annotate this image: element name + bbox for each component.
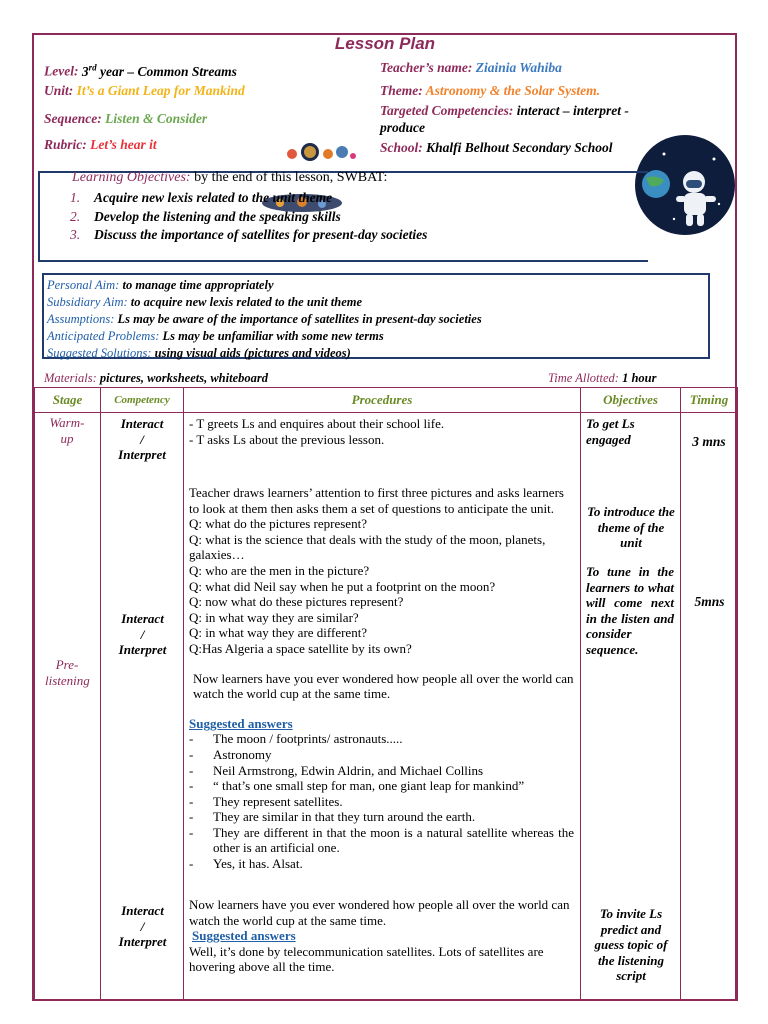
competencies-value-cont: produce — [380, 120, 425, 135]
question: Q: what do the pictures represent? — [189, 516, 367, 532]
answer-item: - “ that’s one small step for man, one giant leap for mankind” — [189, 778, 525, 794]
unit-line — [44, 82, 245, 99]
question: Q: in what way they are similar? — [189, 609, 359, 625]
wonder-prompt-2: Now learners have you ever wondered how people all over the world can watch the world cup at the same time. — [189, 897, 570, 928]
suggested-answer-2: Well, it’s done by telecommunication satellites. Lots of satellites are hovering above all the time. — [189, 943, 544, 975]
stage-prelistening: Pre-listening — [45, 657, 90, 688]
answer-item: - They are similar in that they turn around the earth. — [189, 809, 476, 825]
teacher-line — [380, 59, 562, 76]
level-value: 3rd year – Common Streams — [81, 62, 237, 79]
objectives-list — [70, 189, 427, 245]
timing-prelistening: 5mns — [694, 594, 725, 609]
school-value: Khalfi Belhout Secondary School — [426, 140, 613, 155]
theme-value: Astronomy & the Solar System. — [425, 83, 601, 98]
stage-cell — [35, 413, 101, 466]
question: Q: what did Neil say when he put a footprint on the moon? — [189, 578, 496, 594]
procedures-cell — [184, 413, 581, 466]
timing-cell — [681, 413, 738, 466]
procedures-prelistening-2 — [189, 897, 574, 975]
competencies-value: interact – interpret - — [516, 103, 629, 118]
sequence-line — [44, 110, 207, 127]
sequence-label: Sequence: — [44, 111, 102, 126]
anticipated-problems: Anticipated Problems: Ls may be unfamiliar with some new terms — [47, 329, 384, 343]
answer-item: - Neil Armstrong, Edwin Aldrin, and Michael Collins — [189, 762, 484, 778]
objective-item: 1. Acquire new lexis related to the unit theme — [70, 190, 333, 205]
answer-item: - The moon / footprints/ astronauts..... — [189, 731, 403, 747]
level-line — [44, 59, 237, 80]
subsidiary-aim: Subsidiary Aim: to acquire new lexis related to the unit theme — [47, 295, 363, 309]
answer-item: - Yes, it has. Alsat. — [189, 856, 303, 872]
answer-item: - Astronomy — [189, 746, 272, 762]
objective-item: 3. Discuss the importance of satellites for present-day societies — [70, 227, 428, 242]
page-title: Lesson Plan — [334, 34, 436, 53]
timing-cell — [681, 465, 738, 1001]
competencies-label: Targeted Competencies: — [380, 103, 514, 118]
procedures-cell — [184, 465, 581, 1001]
table-header-row — [35, 388, 738, 413]
objectives-cell — [581, 465, 681, 1001]
theme-label: Theme: — [380, 83, 423, 98]
rubric-value: Let’s hear it — [90, 137, 157, 152]
header-objectives: Objectives — [581, 388, 681, 413]
suggested-answers-heading-2: Suggested answers — [192, 928, 296, 944]
unit-value: It’s a Giant Leap for Mankind — [76, 83, 245, 98]
question: Q: now what do these pictures represent? — [189, 594, 404, 610]
competency-cell — [101, 465, 184, 1001]
procedure-intro: Teacher draws learners’ attention to first three pictures and asks learners to look at them then asks them a set of questions to anticipate the unit. — [189, 485, 564, 516]
unit-label: Unit: — [44, 83, 74, 98]
personal-aim: Personal Aim: to manage time appropriately — [47, 278, 274, 292]
suggested-answers-heading: Suggested answers — [189, 715, 293, 731]
timing-warmup: 3 mns — [692, 434, 726, 449]
table-row — [35, 413, 738, 466]
header-timing: Timing — [681, 388, 738, 413]
objective-item: 2. Develop the listening and the speaking skills — [70, 208, 341, 224]
wonder-prompt: Now learners have you ever wondered how people all over the world can watch the world cup at the same time. — [193, 670, 574, 702]
planets-image — [280, 140, 360, 166]
sequence-value: Listen & Consider — [105, 111, 208, 126]
time-allotted-line: Time Allotted: 1 hour — [548, 371, 657, 385]
objective-prelistening-2: To tune in the learners to what will come next in the listen and consider sequence. — [586, 564, 674, 657]
table-row — [35, 465, 738, 1001]
header-stage: Stage — [35, 388, 101, 413]
rubric-label: Rubric: — [44, 137, 87, 152]
suggested-solutions: Suggested Solutions: using visual aids (pictures and videos) — [47, 346, 351, 360]
astronaut-image — [634, 134, 736, 236]
rubric-line — [44, 136, 157, 153]
assumptions: Assumptions: Ls may be aware of the importance of satellites in present-day societies — [47, 312, 482, 326]
objectives-label: Learning Objectives: — [72, 170, 191, 185]
header-competency: Competency — [101, 388, 184, 413]
school-line — [380, 139, 613, 156]
question: Q: who are the men in the picture? — [189, 562, 370, 578]
competency-warmup: Interact / Interpret — [118, 416, 166, 462]
competencies-line — [380, 102, 629, 136]
stage-cell — [35, 465, 101, 1001]
objectives-heading — [72, 170, 387, 186]
school-label: School: — [380, 140, 423, 155]
teacher-value: Ziainia Wahiba — [475, 60, 562, 75]
procedures-table — [34, 387, 738, 1001]
answer-item: - They are different in that the moon is a natural satellite whereas the other is an artificial one. — [189, 824, 574, 856]
competency-cell — [101, 413, 184, 466]
level-label: Level: — [44, 63, 79, 79]
question: Q:Has Algeria a space satellite by its own? — [189, 640, 412, 656]
header-procedures: Procedures — [184, 388, 581, 413]
procedures-warmup: - T greets Ls and enquires about their school life. - T asks Ls about the previous lesson. — [189, 416, 445, 447]
procedures-prelistening — [189, 485, 574, 872]
aims-box — [42, 273, 710, 359]
theme-line — [380, 82, 600, 99]
objective-warmup: To get Ls engaged — [586, 416, 635, 447]
objectives-cell — [581, 413, 681, 466]
competency-prelistening-2: Interact / Interpret — [118, 903, 167, 949]
stage-warmup: Warm-up — [49, 415, 85, 446]
objectives-intro: by the end of this lesson, SWBAT: — [190, 170, 388, 185]
competency-prelistening-1: Interact / Interpret — [118, 611, 167, 657]
materials-line: Materials: pictures, worksheets, whiteboard — [44, 371, 268, 385]
answer-item: - They represent satellites. — [189, 793, 343, 809]
objective-prelistening-1: To introduce the theme of the unit — [587, 504, 675, 550]
objective-prelistening-3: To invite Ls predict and guess topic of the listening script — [594, 906, 668, 983]
question: Q: what is the science that deals with the study of the moon, planets, galaxies… — [189, 531, 546, 563]
question: Q: in what way they are different? — [189, 625, 368, 641]
teacher-label: Teacher’s name: — [380, 60, 473, 75]
